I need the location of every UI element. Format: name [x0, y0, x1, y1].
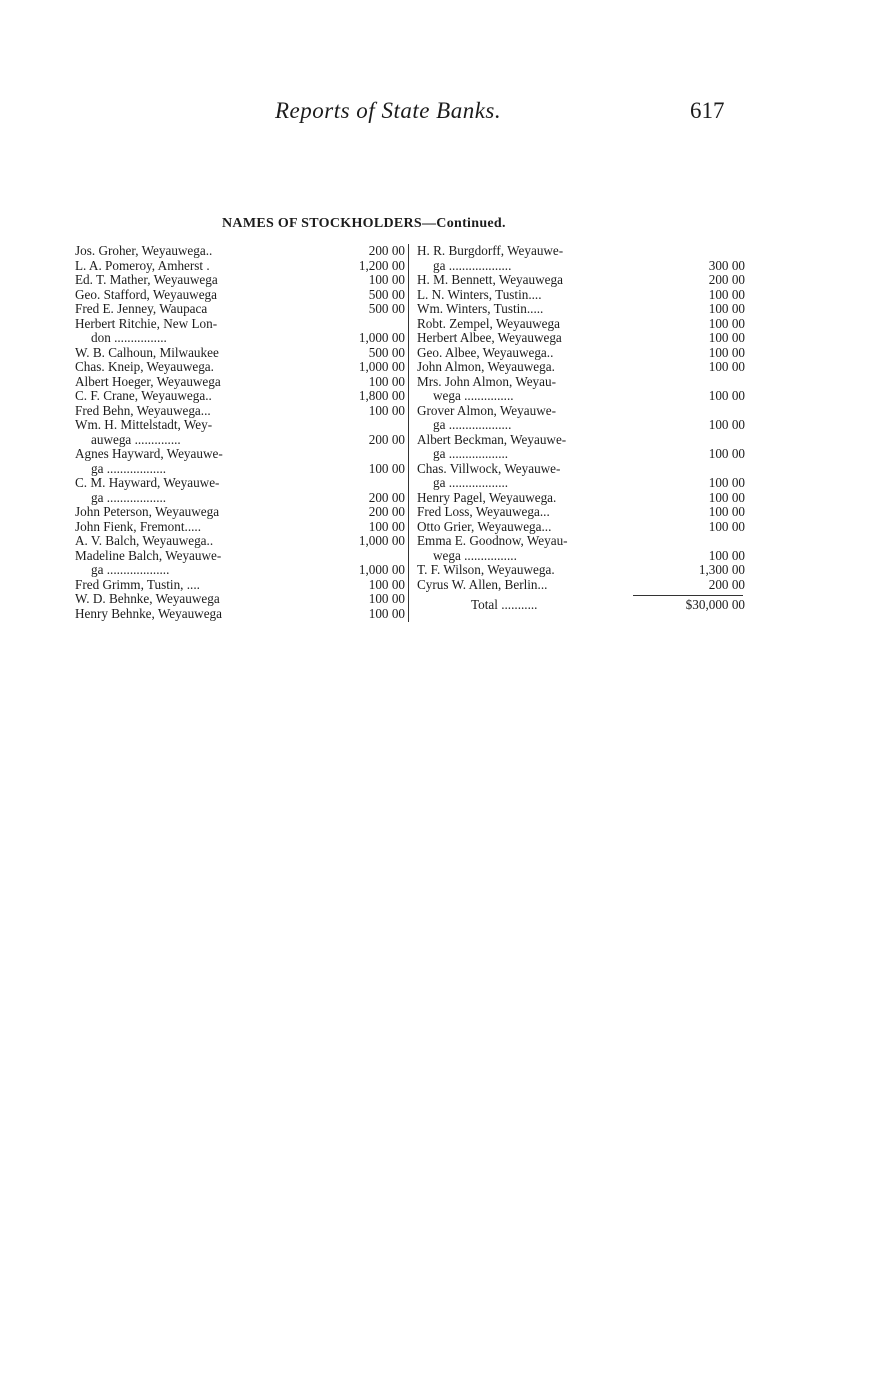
- share-amount: 1,300 00: [698, 562, 745, 577]
- stockholders-left-column: [75, 244, 405, 621]
- share-amount: 100 00: [708, 315, 745, 331]
- share-amount: 1,000 00: [358, 562, 405, 577]
- share-amount: 100 00: [708, 301, 745, 316]
- stockholder-name: don ................: [91, 330, 167, 345]
- stockholder-entry: [417, 273, 745, 288]
- stockholder-entry: [417, 433, 745, 462]
- stockholder-entry: [417, 302, 745, 317]
- stockholder-name: Herbert Ritchie, New Lon-: [75, 315, 218, 331]
- share-amount: 1,000 00: [358, 359, 405, 374]
- stockholder-entry: [75, 244, 405, 259]
- stockholder-name: Madeline Balch, Weyauwe-: [75, 547, 222, 563]
- stockholder-name: John Fienk, Fremont.....: [75, 518, 202, 534]
- share-amount: 1,200 00: [358, 257, 405, 273]
- stockholder-entry: [417, 288, 745, 303]
- share-amount: 100 00: [708, 489, 745, 505]
- stockholder-name: Geo. Stafford, Weyauwega: [75, 286, 218, 302]
- share-amount: 100 00: [708, 446, 745, 461]
- stockholder-name: John Almon, Weyauwega.: [417, 359, 555, 374]
- share-amount: 500 00: [368, 344, 405, 360]
- stockholder-name: wega ................: [433, 547, 517, 563]
- stockholder-name: Emma E. Goodnow, Weyau-: [417, 533, 568, 548]
- stockholder-entry: [75, 273, 405, 288]
- share-amount: 100 00: [708, 475, 745, 490]
- stockholder-entry: [75, 404, 405, 419]
- share-amount: 500 00: [368, 301, 405, 316]
- stockholder-entry: [417, 505, 745, 520]
- stockholder-name: Henry Behnke, Weyauwega: [75, 605, 222, 621]
- share-amount: 100 00: [708, 417, 745, 432]
- share-amount: 100 00: [708, 388, 745, 403]
- stockholder-name: Fred Grimm, Tustin, ....: [75, 576, 200, 592]
- stockholder-name: Cyrus W. Allen, Berlin...: [417, 576, 548, 592]
- stockholder-name: John Peterson, Weyauwega: [75, 504, 220, 519]
- stockholder-entry: [417, 534, 745, 563]
- stockholder-entry: [75, 302, 405, 317]
- stockholder-name: H. R. Burgdorff, Weyauwe-: [417, 243, 564, 258]
- stockholder-entry: [417, 462, 745, 491]
- stockholder-name: Jos. Groher, Weyauwega..: [75, 243, 213, 258]
- share-amount: 200 00: [368, 504, 405, 519]
- stockholder-entry: [417, 375, 745, 404]
- stockholder-name: Geo. Albee, Weyauwega..: [417, 344, 554, 360]
- stockholder-name: Robt. Zempel, Weyauwega: [417, 315, 560, 331]
- stockholder-name: Ed. T. Mather, Weyauwega: [75, 272, 218, 287]
- share-amount: 100 00: [708, 504, 745, 519]
- stockholder-name: Mrs. John Almon, Weyau-: [417, 373, 556, 389]
- stockholder-name: Grover Almon, Weyauwe-: [417, 402, 556, 418]
- page-number: 617: [690, 98, 725, 123]
- share-amount: 300 00: [708, 257, 745, 273]
- share-amount: 100 00: [368, 518, 405, 534]
- share-amount: 200 00: [708, 272, 745, 287]
- stockholder-entry: [75, 476, 405, 505]
- share-amount: 200 00: [368, 489, 405, 505]
- share-amount: 1,000 00: [358, 330, 405, 345]
- stockholder-name: ga ...................: [91, 562, 170, 577]
- stockholder-entry: [75, 389, 405, 404]
- stockholder-name: Fred Behn, Weyauwega...: [75, 402, 211, 418]
- stockholder-entry: [75, 375, 405, 390]
- stockholder-entry: [75, 534, 405, 549]
- stockholder-name: ga ..................: [433, 446, 509, 461]
- stockholder-entry: [417, 346, 745, 361]
- share-amount: 100 00: [708, 359, 745, 374]
- stockholders-right-column: [417, 244, 745, 614]
- stockholder-entry: [75, 505, 405, 520]
- total-amount: $30,000 00: [685, 597, 745, 612]
- share-amount: 200 00: [368, 243, 405, 258]
- stockholder-name: C. M. Hayward, Weyauwe-: [75, 475, 220, 490]
- stockholder-name: ga ..................: [91, 460, 167, 476]
- share-amount: 100 00: [368, 576, 405, 592]
- section-heading: NAMES OF STOCKHOLDERS—Continued.: [222, 216, 506, 231]
- stockholder-name: Henry Pagel, Weyauwega.: [417, 489, 557, 505]
- stockholder-entry: [417, 244, 745, 273]
- total-label: Total ...........: [471, 597, 538, 612]
- stockholder-name: ga ...................: [433, 417, 512, 432]
- share-amount: 200 00: [708, 576, 745, 592]
- total-row: [417, 592, 745, 614]
- share-amount: 100 00: [368, 402, 405, 418]
- share-amount: 100 00: [368, 272, 405, 287]
- stockholder-entry: [75, 520, 405, 535]
- stockholder-name: H. M. Bennett, Weyauwega: [417, 272, 563, 287]
- stockholder-name: Albert Beckman, Weyauwe-: [417, 431, 567, 447]
- stockholder-entry: [75, 607, 405, 622]
- stockholder-entry: [75, 578, 405, 593]
- share-amount: 100 00: [708, 286, 745, 302]
- total-rule: [633, 595, 743, 596]
- column-divider: [408, 244, 409, 622]
- stockholder-name: L. A. Pomeroy, Amherst .: [75, 257, 210, 273]
- stockholder-name: W. D. Behnke, Weyauwega: [75, 591, 220, 606]
- share-amount: 1,800 00: [358, 388, 405, 403]
- stockholder-entry: [75, 447, 405, 476]
- stockholder-entry: [75, 346, 405, 361]
- stockholder-name: Chas. Villwock, Weyauwe-: [417, 460, 561, 476]
- stockholder-entry: [75, 360, 405, 375]
- stockholder-entry: [75, 288, 405, 303]
- stockholder-entry: [417, 404, 745, 433]
- share-amount: 100 00: [708, 344, 745, 360]
- page-header: [0, 98, 895, 130]
- share-amount: 100 00: [368, 373, 405, 389]
- stockholder-name: Albert Hoeger, Weyauwega: [75, 373, 221, 389]
- share-amount: 100 00: [368, 605, 405, 621]
- stockholder-name: Fred Loss, Weyauwega...: [417, 504, 550, 519]
- stockholder-entry: [75, 418, 405, 447]
- stockholder-name: wega ...............: [433, 388, 514, 403]
- stockholder-name: L. N. Winters, Tustin....: [417, 286, 542, 302]
- share-amount: 100 00: [368, 591, 405, 606]
- running-title: Reports of State Banks.: [275, 98, 502, 123]
- share-amount: 100 00: [368, 460, 405, 476]
- stockholder-name: A. V. Balch, Weyauwega..: [75, 533, 214, 548]
- share-amount: 500 00: [368, 286, 405, 302]
- stockholder-entry: [75, 317, 405, 346]
- stockholder-entry: [75, 259, 405, 274]
- stockholder-name: Wm. Winters, Tustin.....: [417, 301, 544, 316]
- stockholder-name: Otto Grier, Weyauwega...: [417, 518, 552, 534]
- stockholder-name: Fred E. Jenney, Waupaca: [75, 301, 208, 316]
- share-amount: 1,000 00: [358, 533, 405, 548]
- stockholder-entry: [417, 331, 745, 346]
- stockholder-name: T. F. Wilson, Weyauwega.: [417, 562, 555, 577]
- share-amount: 100 00: [708, 330, 745, 345]
- stockholder-entry: [75, 549, 405, 578]
- stockholder-entry: [417, 578, 745, 593]
- share-amount: 100 00: [708, 547, 745, 563]
- stockholder-entry: [417, 520, 745, 535]
- stockholder-entry: [417, 317, 745, 332]
- stockholder-name: Herbert Albee, Weyauwega: [417, 330, 562, 345]
- stockholder-name: Wm. H. Mittelstadt, Wey-: [75, 417, 213, 432]
- stockholder-name: ga ..................: [433, 475, 509, 490]
- stockholder-name: auwega ..............: [91, 431, 181, 447]
- stockholder-name: W. B. Calhoun, Milwaukee: [75, 344, 219, 360]
- stockholder-entry: [417, 360, 745, 375]
- stockholder-name: C. F. Crane, Weyauwega..: [75, 388, 212, 403]
- stockholder-entry: [417, 563, 745, 578]
- stockholder-name: ga ...................: [433, 257, 512, 273]
- share-amount: 200 00: [368, 431, 405, 447]
- stockholder-name: Chas. Kneip, Weyauwega.: [75, 359, 214, 374]
- share-amount: 100 00: [708, 518, 745, 534]
- stockholder-name: Agnes Hayward, Weyauwe-: [75, 446, 223, 461]
- stockholder-entry: [417, 491, 745, 506]
- stockholder-entry: [75, 592, 405, 607]
- stockholder-name: ga ..................: [91, 489, 167, 505]
